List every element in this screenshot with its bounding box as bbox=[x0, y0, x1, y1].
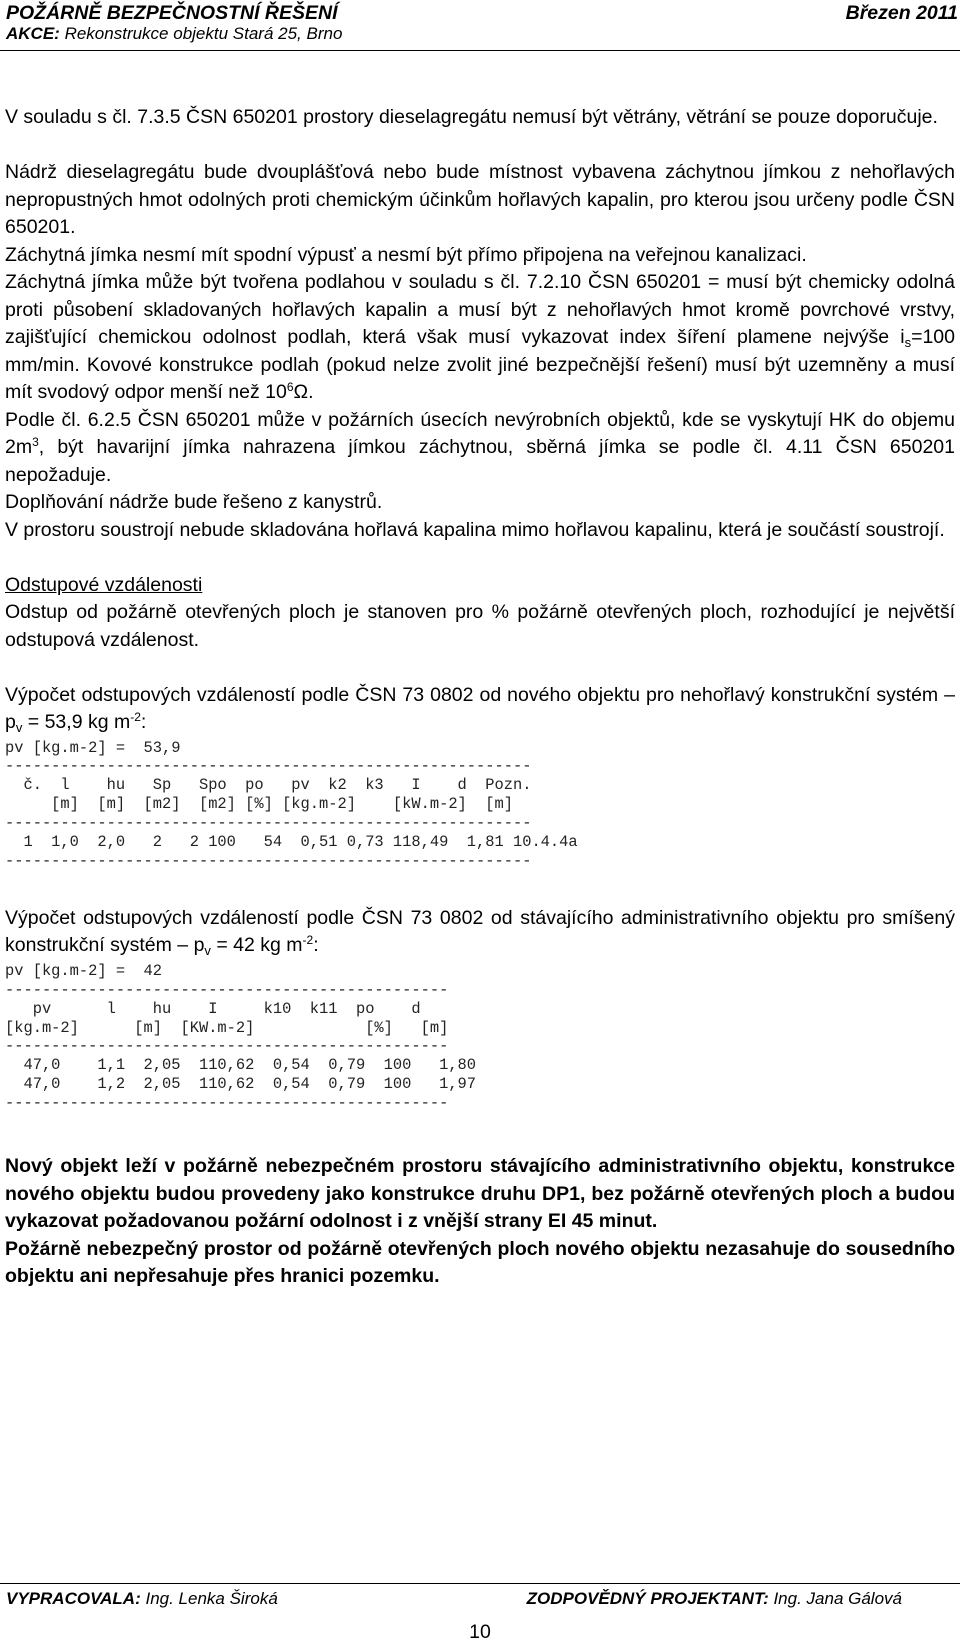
paragraph-refuel: Doplňování nádrže bude řešeno z kanystrů. bbox=[5, 491, 383, 513]
project-name: Rekonstrukce objektu Stará 25, Brno bbox=[64, 24, 343, 43]
paragraph-distances: Odstup od požárně otevřených ploch je stanoven pro % požárně otevřených ploch, rozhodující je největší odstupová vzdálenost. bbox=[5, 601, 955, 651]
paragraph-emergency-sump: Podle čl. 6.2.5 ČSN 650201 může v požárních úsecích nevýrobních objektů, kde se vyskytují HK do objemu $2m^3$, být havarijní jímka nahrazena jímkou záchytnou, sběrná jímka se podle čl. 4.11 ČSN 650201 nepožaduje. bbox=[5, 408, 955, 486]
project-label: AKCE: bbox=[6, 24, 60, 43]
section-heading-distances: Odstupové vzdálenosti bbox=[5, 573, 203, 596]
header-rule bbox=[0, 50, 960, 51]
paragraph-storage: V prostoru soustrojí nebude skladována hořlavá kapalina mimo hořlavou kapalinu, která je součástí soustrojí. bbox=[5, 518, 945, 541]
paragraph-sump-outlet: Záchytná jímka nesmí mít spodní výpusť a nesmí být přímo připojena na veřejnou kanalizaci. bbox=[5, 243, 807, 266]
document-body bbox=[5, 104, 955, 1291]
footer-rule bbox=[0, 1583, 960, 1584]
calc1-intro: Výpočet odstupových vzdáleností podle ČSN 73 0802 od nového objektu pro nehořlavý konstrukční systém – $p_v = 53,9$ kg $m^{-2}$: bbox=[5, 683, 955, 735]
paragraph-ventilation: V souladu s čl. 7.3.5 ČSN 650201 prostory dieselagregátu nemusí být větrány, větrání se pouze doporučuje. bbox=[5, 106, 938, 128]
conclusion-danger-zone: Nový objekt leží v požárně nebezpečném prostoru stávajícího administrativního objektu, konstrukce nového objektu budou provedeny jako konstrukce druhu DP1, bez požárně otevřených ploch a budou vykazovat požadovanou požární odolnost i z vnější strany EI 45 minut. bbox=[5, 1155, 955, 1233]
prepared-by: VYPRACOVALA: Ing. Lenka Široká bbox=[6, 1589, 278, 1608]
page-number: 10 bbox=[469, 1621, 491, 1643]
project-line bbox=[6, 24, 342, 44]
paragraph-tank: Nádrž dieselagregátu bude dvouplášťová nebo bude místnost vybavena záchytnou jímkou z nehořlavých nepropustných hmot odolných proti chemickým účinkům hořlavých kapalin, pro kterou jsou určeny podle ČSN 650201. bbox=[5, 161, 955, 238]
paragraph-sump-floor: Záchytná jímka může být tvořena podlahou v souladu s čl. 7.2.10 ČSN 650201 = musí být chemicky odolná proti působení skladovaných hořlavých kapalin a musí být z nehořlavých hmot kromě povrchové vrstvy, zajišťující chemickou odolnost podlah, která však musí vykazovat index šíření plamene nejvýše $i_s=100$ mm/min. Kovové konstrukce podlah (pokud nelze zvolit jiné bezpečnější řešení) musí být uzemněny a musí mít svodový odpor menší než $10^6\Omega$. bbox=[5, 271, 955, 403]
calc2-table: pv [kg.m-2] = 42 ------------------------------------------------ pv l hu I k10 k11 po d [kg.m-2] [m] [KW.m-2] [%] [m] ------------------------------------------------ 47,0 1,1 2,05 110,62 0,54 0,79 100 1,80 47,0 1,2 2,05 110,62 0,54 0,79 100 1,97 ------------------------------------------------ bbox=[5, 961, 477, 1113]
page-header bbox=[0, 0, 960, 50]
calc2-intro: Výpočet odstupových vzdáleností podle ČSN 73 0802 od stávajícího administrativního objektu pro smíšený konstrukční systém – $p_v = 42$ kg $m^{-2}$: bbox=[5, 906, 955, 959]
document-date: Březen 2011 bbox=[845, 2, 958, 24]
document-title: POŽÁRNĚ BEZPEČNOSTNÍ ŘEŠENÍ bbox=[6, 2, 338, 24]
responsible-designer: ZODPOVĚDNÝ PROJEKTANT: Ing. Jana Gálová bbox=[526, 1589, 902, 1608]
calc1-table: pv [kg.m-2] = 53,9 --------------------------------------------------------- č. l hu Sp Spo po pv k2 k3 I d Pozn. [m] [m] [m2] [m2] [%] [kg.m-2] [kW.m-2] [m] --------------------------------------------------------- 1 1,0 2,0 2 2 100 54 0,51 0,73 118,49 1,81 10.4.4a --------------------------------------------------------- bbox=[5, 738, 578, 870]
conclusion-no-overlap: Požárně nebezpečný prostor od požárně otevřených ploch nového objektu nezasahuje do sousedního objektu ani nepřesahuje přes hranici pozemku. bbox=[5, 1237, 955, 1288]
